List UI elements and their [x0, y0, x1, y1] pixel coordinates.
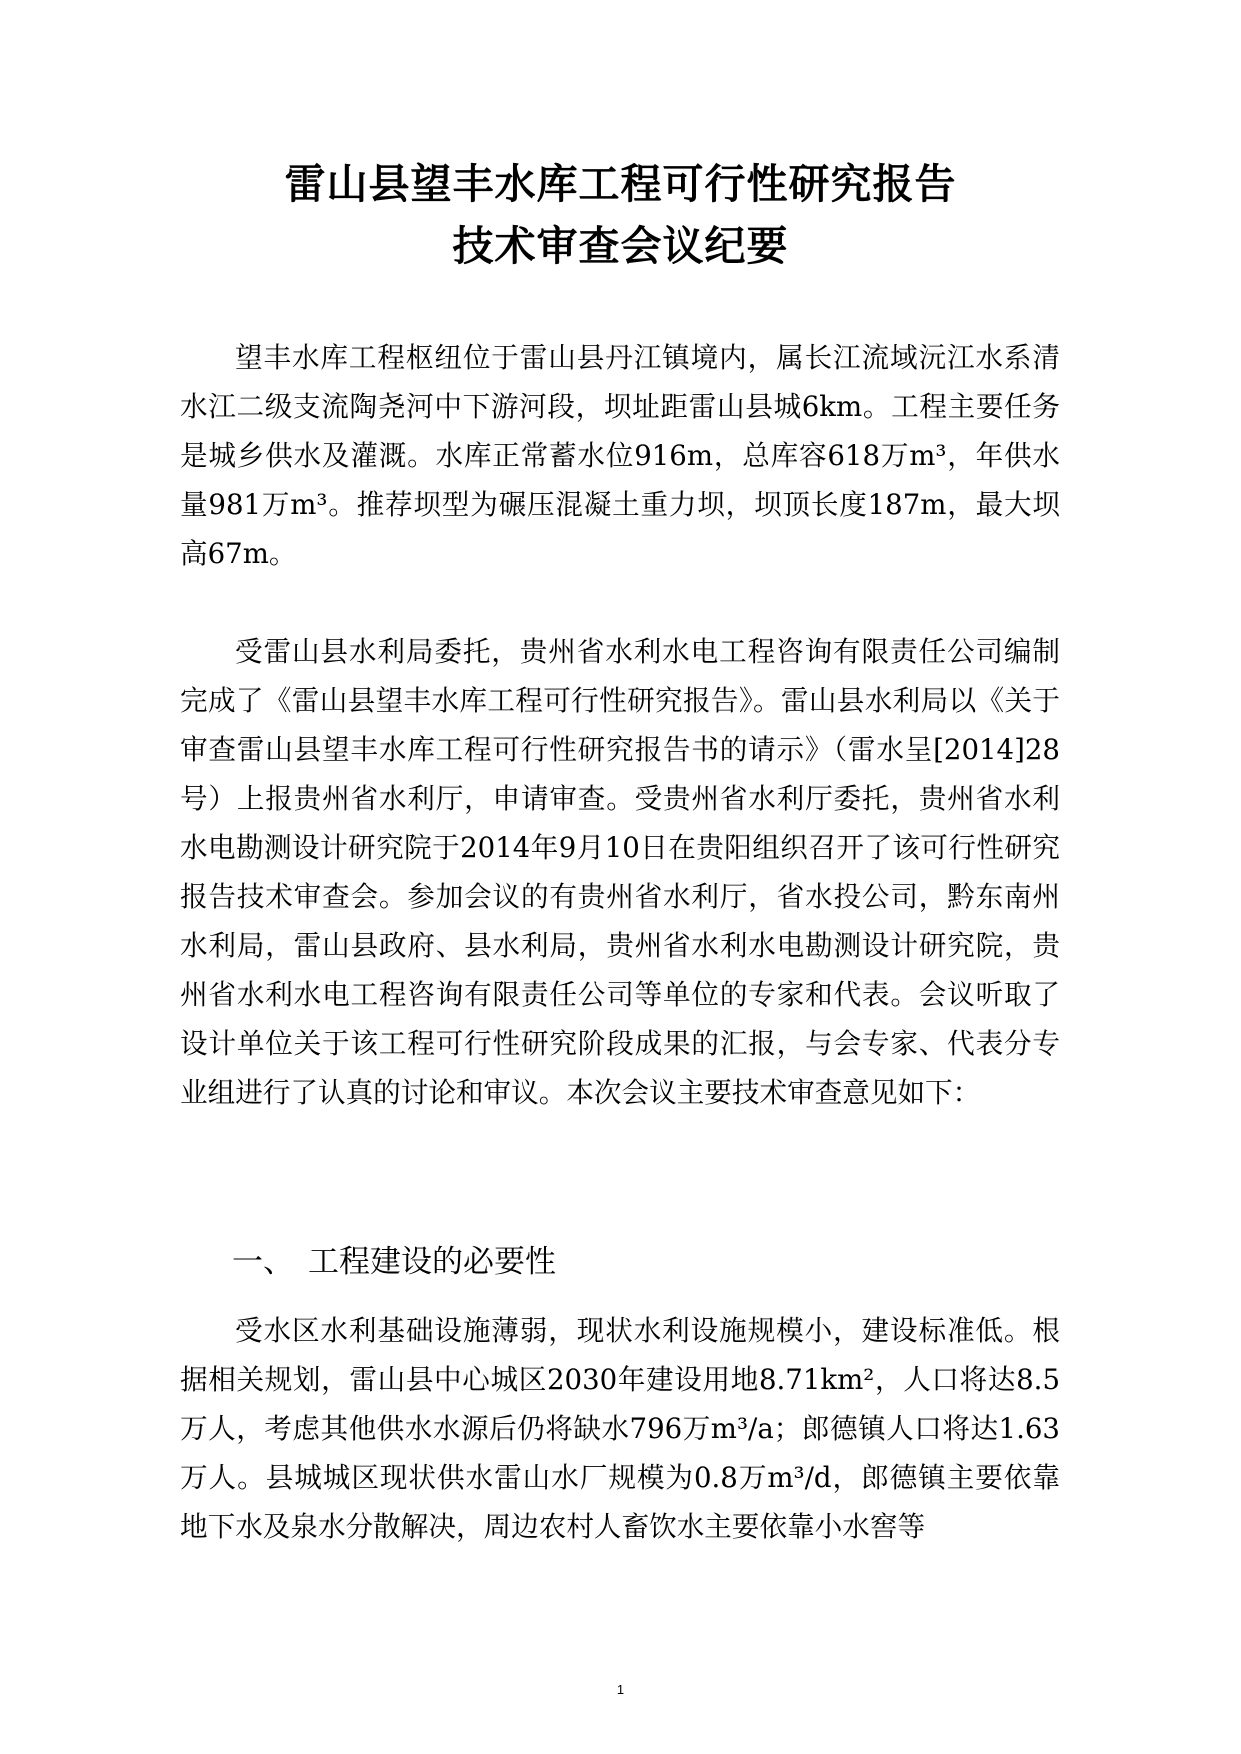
paragraph-text: 受水区水利基础设施薄弱，现状水利设施规模小，建设标准低。根据相关规划，雷山县中心城区2030年建设用地8.71km²，人口将达8.5万人，考虑其他供水水源后仍将缺水796万m³/a；郎德镇人口将达1.63万人。县城城区现状供水雷山水厂规模为0.8万m³/d，郎德镇主要依靠地下水及泉水分散解决，周边农村人畜饮水主要依靠小水窖等	[180, 1314, 1060, 1543]
paragraph-text: 望丰水库工程枢纽位于雷山县丹江镇境内，属长江流域沅江水系清水江二级支流陶尧河中下游河段，坝址距雷山县城6km。工程主要任务是城乡供水及灌溉。水库正常蓄水位916m，总库容618万m³，年供水量981万m³。推荐坝型为碾压混凝土重力坝，坝顶长度187m，最大坝高67m。	[180, 341, 1060, 570]
paragraph-project-overview	[180, 333, 1060, 578]
paragraph-text: 受雷山县水利局委托，贵州省水利水电工程咨询有限责任公司编制完成了《雷山县望丰水库工程可行性研究报告》。雷山县水利局以《关于审查雷山县望丰水库工程可行性研究报告书的请示》（雷水呈[2014]28号）上报贵州省水利厅，申请审查。受贵州省水利厅委托，贵州省水利水电勘测设计研究院于2014年9月10日在贵阳组织召开了该可行性研究报告技术审查会。参加会议的有贵州省水利厅，省水投公司，黔东南州水利局，雷山县政府、县水利局，贵州省水利水电勘测设计研究院，贵州省水利水电工程咨询有限责任公司等单位的专家和代表。会议听取了设计单位关于该工程可行性研究阶段成果的汇报，与会专家、代表分专业组进行了认真的讨论和审议。本次会议主要技术审查意见如下：	[180, 635, 1060, 1109]
document-title: 雷山县望丰水库工程可行性研究报告	[284, 160, 957, 208]
section-heading	[232, 1239, 556, 1285]
paragraph-necessity	[180, 1306, 1060, 1551]
page-number: 1	[616, 1682, 625, 1697]
section-number: 一、	[232, 1244, 294, 1280]
document-subtitle: 技术审查会议纪要	[452, 222, 789, 270]
section-title: 工程建设的必要性	[308, 1244, 556, 1280]
paragraph-meeting-background	[180, 627, 1060, 1117]
